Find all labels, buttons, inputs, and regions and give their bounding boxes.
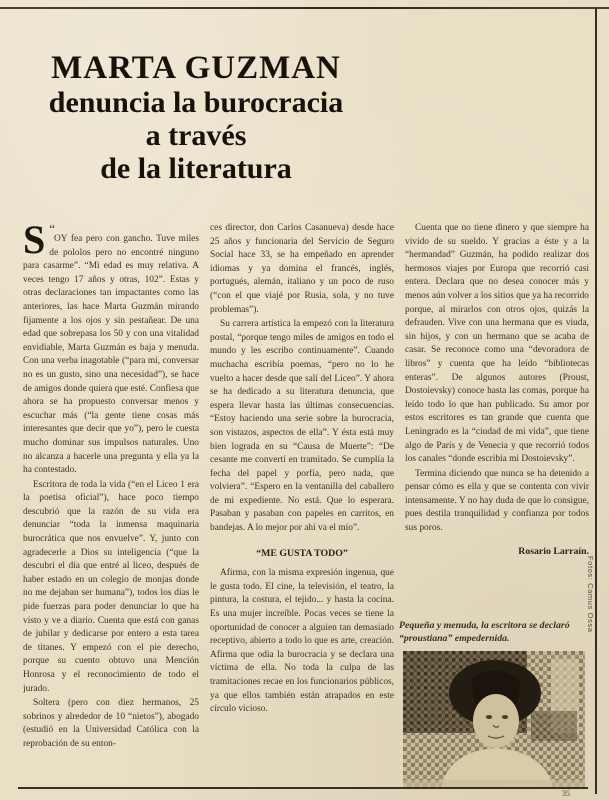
paragraph-text: OY fea pero con gancho. Tuve miles de pololos pero no encontré ninguno para casarme”. “Mi edad es muy relativa. A veces tengo 17 años y otras, 102”. Estas y otras declaraciones tan impactantes como las anteriores, las hace Marta Guzmán mirando fijamente a los ojos y sin pestañear. De una edad que sobrepasa los 50 y con una vitalidad envidiable, Marta Guzmán es baja y menuda. Con una verba inagotable (“para mí, conversar no es un gusto, sino una necesidad”), se hace de amigos donde quiera que esté. Confiesa que ahora se ha propuesto conversar menos y escuchar más (“la gente tiene cosas más interesantes que decir que yo”), pero le cuesta mucho dominar sus impulsos naturales. Uno no alcanza a hacerle una pregunta y ella ya la ha contestado. <box>23 234 199 476</box>
portrait-photo <box>403 651 585 788</box>
article-title-line-2: denuncia la burocracia <box>48 86 344 119</box>
article-column-2 <box>210 222 394 782</box>
article-paragraph: Escritora de toda la vida (“en el Liceo 1 era la poetisa oficial”), hace poco tiempo descubrió que la razón de su vida era denunciar “toda la inmensa maquinaria burocrática que nos envuelve”. Y, junto con agradecerle a Dios su inteligencia (“que la descubrí el día que entré al liceo, después de haber estado en un colegio de monjas donde no me dejaban ser humana”), todos los días le pide fuerzas para poder denunciar lo que ha visto y ve a diario. Cuenta que está con ganas de jubilar y dedicarse por entero a esta tarea de titanes. Y empezó con el pie derecho, porque su cuento obtuvo una Mención Honrosa y el reconocimiento de todo el jurado. <box>23 479 199 694</box>
page-border-top <box>0 7 609 9</box>
article-title-line-4: de la literatura <box>100 152 292 185</box>
article-paragraph: Afirma, con la misma expresión ingenua, que le gusta todo. El cine, la televisión, el teatro, la pintura, la costura, el tejido... y hasta la cocina. Es una mujer increíble. Pocas veces se tiene la oportunidad de conocer a alguien tan demasiado receptivo, abierto a todo lo que es arte, creación. Afirma que odia la burocracia y se declara una víctima de ella. No toda la culpa de las tramitaciones recae en los funcionarios públicos, ya que ellos también están atrapados en este círculo vicioso. <box>210 568 394 715</box>
article-paragraph: Su carrera artística la empezó con la literatura postal, “porque tengo miles de amigos en todo el mundo y les escribo continuamente”. Cuando muchacha escribía poemas, “pero no lo he vuelto a hacer desde que salí del Liceo”. Y ahora se ha dedicado a su literatura denuncia, que espera llevar hasta las últimas consecuencias. “Estoy haciendo una serie sobre la burocracia, son vistazos, aspectos de ella”. Y ésta está muy bien lograda en su “Causa de Muerte”: “De cesante me convertí en tramitado. Se cumplía la fecha del papel y porfía, pero nada, que volviera”. “Espero en la ventanilla del caballero de mi expediente. No está. Que lo esperara. Pasaban y pasaban con papeles en carritos, en bandejas. A lo mejor por ahí va el mío”. <box>210 319 394 534</box>
section-subhead: “ME GUSTA TODO” <box>256 547 348 559</box>
article-column-1 <box>23 222 199 782</box>
article-title-line-1: MARTA GUZMAN <box>51 50 341 86</box>
lead-quote: “ <box>49 222 55 236</box>
photo-caption: Pequeña y menuda, la escritora se declaró “proustiana” empedernida. <box>399 620 570 644</box>
article-paragraph: ces director, don Carlos Casanueva) desde hace 25 años y funcionaria del Servicio de Seguro Social hace 33, se ha empeñado en aprender idiomas y ya domina el francés, inglés, portugués, alemán, italiano y un poco de ruso (“con el que viajé por Rusia, sola, y no tuve problemas”). <box>210 223 394 315</box>
page-number: 35 <box>562 789 570 798</box>
article-title <box>8 50 384 185</box>
halftone-portrait-graphic <box>403 651 585 788</box>
article-paragraph: Soltera (pero con diez hermanos, 25 sobrinos y alrededor de 10 “nietos”), abogado (estudió en la Universidad Católica con la reprobación de su enton- <box>23 698 199 749</box>
article-paragraph: Termina diciendo que nunca se ha detenido a pensar cómo es ella y que se contenta con vivir intensamente. Y no hay duda de que lo consigue, pues destila tranquilidad y confianza por todos sus poros. <box>405 468 589 534</box>
page-border-right <box>595 8 597 794</box>
article-paragraph: Cuenta que no tiene dinero y que siempre ha vivido de su sueldo. Y gracias a éste y a la “hermandad” Guzmán, ha podido realizar dos hermosos viajes por Europa que recorrió casi entera. Declara que no desea conocer más y menos aún volver a los sitios que ya ha recorrido porque, al mirarlos con otros ojos, quizás la defrauden. Vive con una hermana que es viuda, sin hijos, y con un hermano que se acaba de casar. Se reconoce como una “devoradora de libros” y cuenta que ha leído “bibliotecas enteras”. De algunos autores (Proust, Dostoievsky) conoce hasta las comas, porque ha leído todo lo que han publicado. Su amor por estos escritores es tan grande que cuenta que Leningrado es la “ciudad de mi vida”, que tiene algo de París y de Venecia y que recorrió todos los canales “donde escribía mi Dostoievsky”. <box>405 223 589 465</box>
article-title-line-3: a través <box>145 119 247 152</box>
author-byline: Rosario Larraín. <box>518 545 589 557</box>
article-paragraph <box>23 222 199 478</box>
photo-credit: Fotos: Camus Ossa <box>586 556 595 633</box>
drop-cap: S <box>23 222 46 262</box>
bottom-divider-rule <box>18 787 588 789</box>
